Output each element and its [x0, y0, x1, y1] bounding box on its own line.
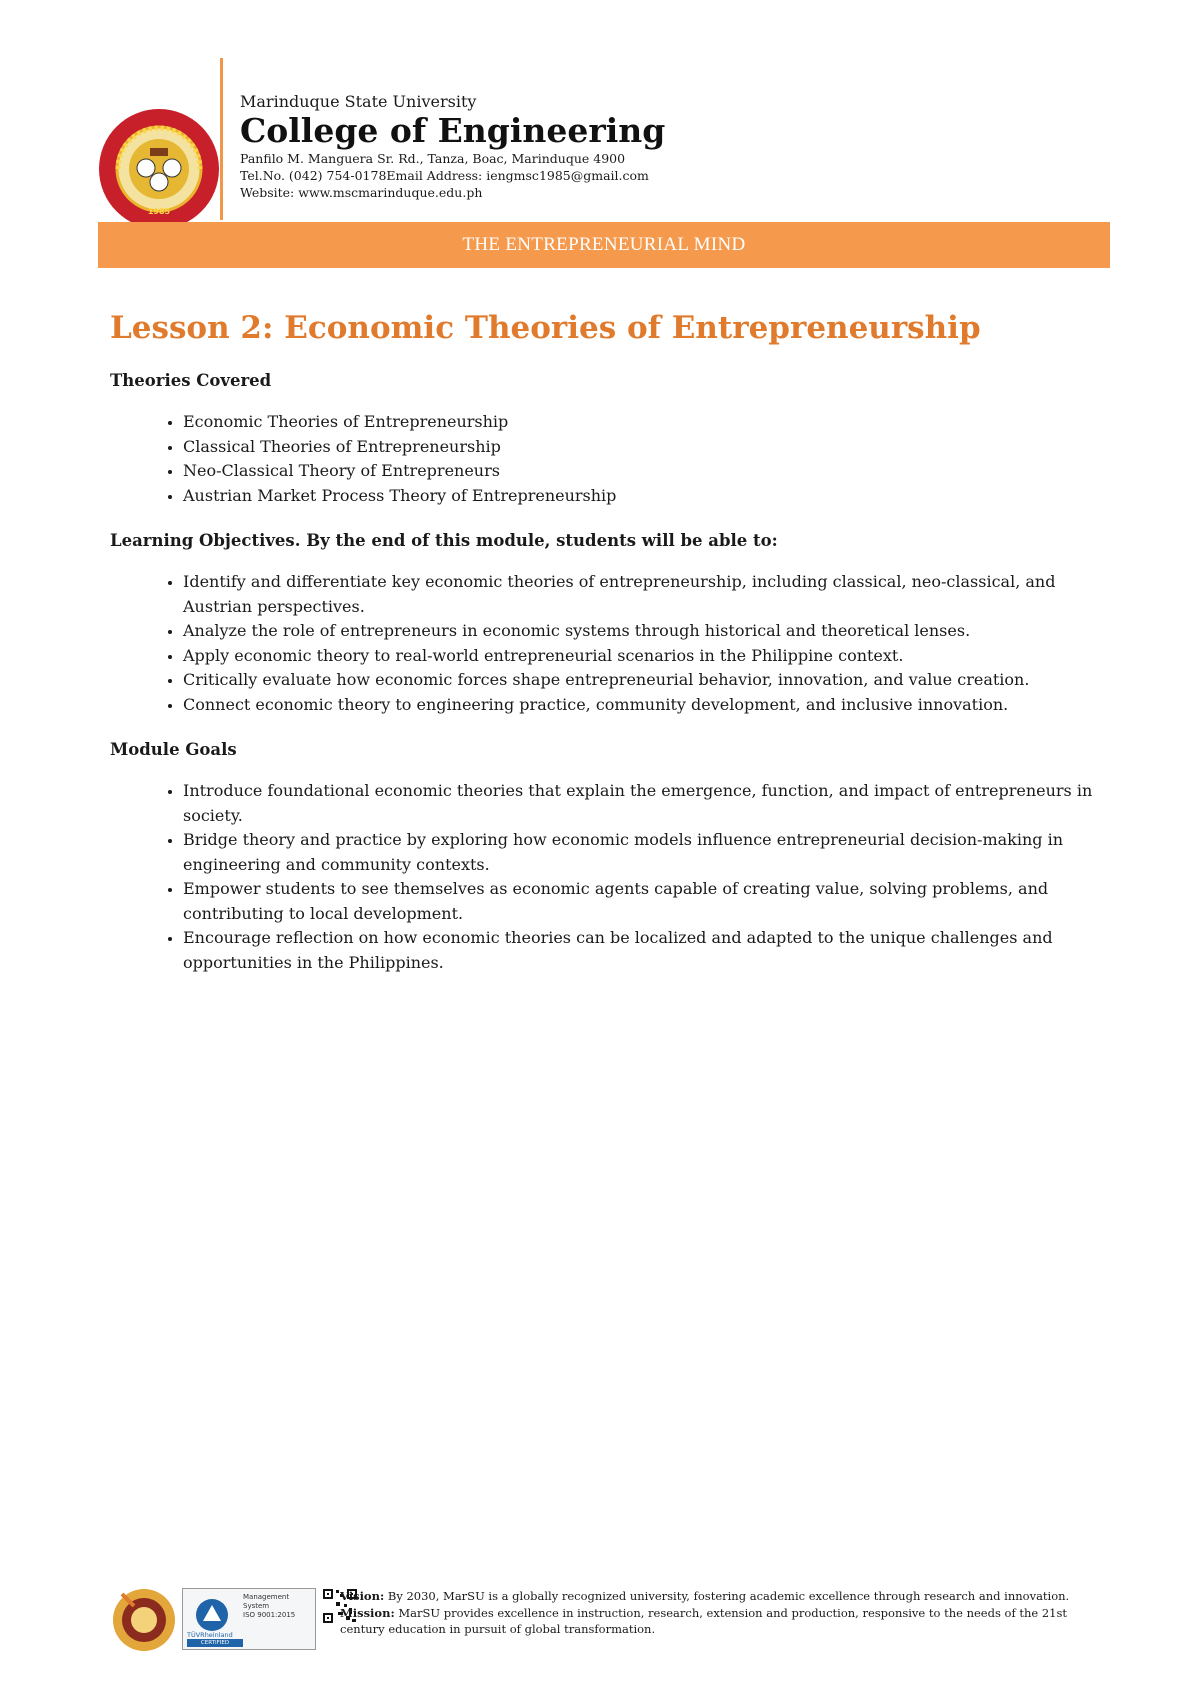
cert-status: CERTIFIED [187, 1639, 243, 1647]
list-item: • Bridge theory and practice by exploring how economic models influence entrepreneurial decision-making in engineering and community contexts. [183, 828, 1110, 877]
course-title-band [98, 222, 1110, 268]
cert-label-2: ISO 9001:2015 [243, 1611, 296, 1619]
header-divider [220, 58, 223, 220]
goals-heading: Module Goals [110, 740, 237, 759]
lesson-content [110, 306, 1110, 997]
list-item: • Encourage reflection on how economic theories can be localized and adapted to the unique challenges and opportunities in the Philippines. [183, 926, 1110, 975]
header [240, 92, 665, 201]
mission-label: Mission: [340, 1605, 395, 1620]
list-item: • Classical Theories of Entrepreneurship [183, 435, 1110, 460]
lesson-title: Lesson 2: Economic Theories of Entrepreneurship [110, 310, 981, 346]
page-footer [112, 1580, 1112, 1658]
college-seal-logo [98, 108, 220, 230]
cert-label-1: Management System [243, 1593, 290, 1610]
university-name: Marinduque State University [240, 92, 477, 111]
address: Panfilo M. Manguera Sr. Rd., Tanza, Boac, Marinduque 4900 [240, 151, 626, 166]
list-item: • Analyze the role of entrepreneurs in economic systems through historical and theoretical lenses. [183, 619, 1110, 644]
list-item: • Neo-Classical Theory of Entrepreneurs [183, 459, 1110, 484]
svg-text:1985: 1985 [147, 207, 171, 216]
vision-label: Vision: [340, 1589, 385, 1603]
list-item: • Identify and differentiate key economic theories of entrepreneurship, including classical, neo-classical, and Austrian perspectives. [183, 570, 1110, 619]
list-item: • Apply economic theory to real-world entrepreneurial scenarios in the Philippine context. [183, 644, 1110, 669]
list-item: • Connect economic theory to engineering practice, community development, and inclusive innovation. [183, 693, 1110, 718]
list-item: • Introduce foundational economic theories that explain the emergence, function, and impact of entrepreneurs in society. [183, 779, 1110, 828]
website: Website: www.mscmarinduque.edu.ph [240, 185, 483, 200]
list-item: • Empower students to see themselves as economic agents capable of creating value, solving problems, and contributing to local development. [183, 877, 1110, 926]
course-title: THE ENTREPRENEURIAL MIND [462, 234, 746, 255]
iso-certification-badge [182, 1588, 316, 1650]
theories-heading: Theories Covered [110, 371, 272, 390]
college-name: College of Engineering [240, 111, 666, 150]
mission-text: MarSU provides excellence in instruction, research, extension and production, responsive to the needs of the 21st century education in pursuit of global transformation. [340, 1605, 1067, 1636]
objectives-heading: Learning Objectives. By the end of this module, students will be able to: [110, 531, 778, 550]
cert-brand: TÜVRheinland [187, 1631, 233, 1639]
university-seal-logo [112, 1588, 176, 1652]
list-item: • Economic Theories of Entrepreneurship [183, 410, 1110, 435]
contact-info: Tel.No. (042) 754-0178Email Address: iengmsc1985@gmail.com [240, 168, 649, 183]
objectives-list [110, 570, 1110, 717]
goals-list [110, 779, 1110, 975]
vision-mission [340, 1588, 1100, 1638]
theories-list [110, 410, 1110, 508]
list-item: • Critically evaluate how economic forces shape entrepreneurial behavior, innovation, and value creation. [183, 668, 1110, 693]
vision-text: By 2030, MarSU is a globally recognized university, fostering academic excellence through research and innovation. [387, 1589, 1070, 1603]
list-item: • Austrian Market Process Theory of Entrepreneurship [183, 484, 1110, 509]
